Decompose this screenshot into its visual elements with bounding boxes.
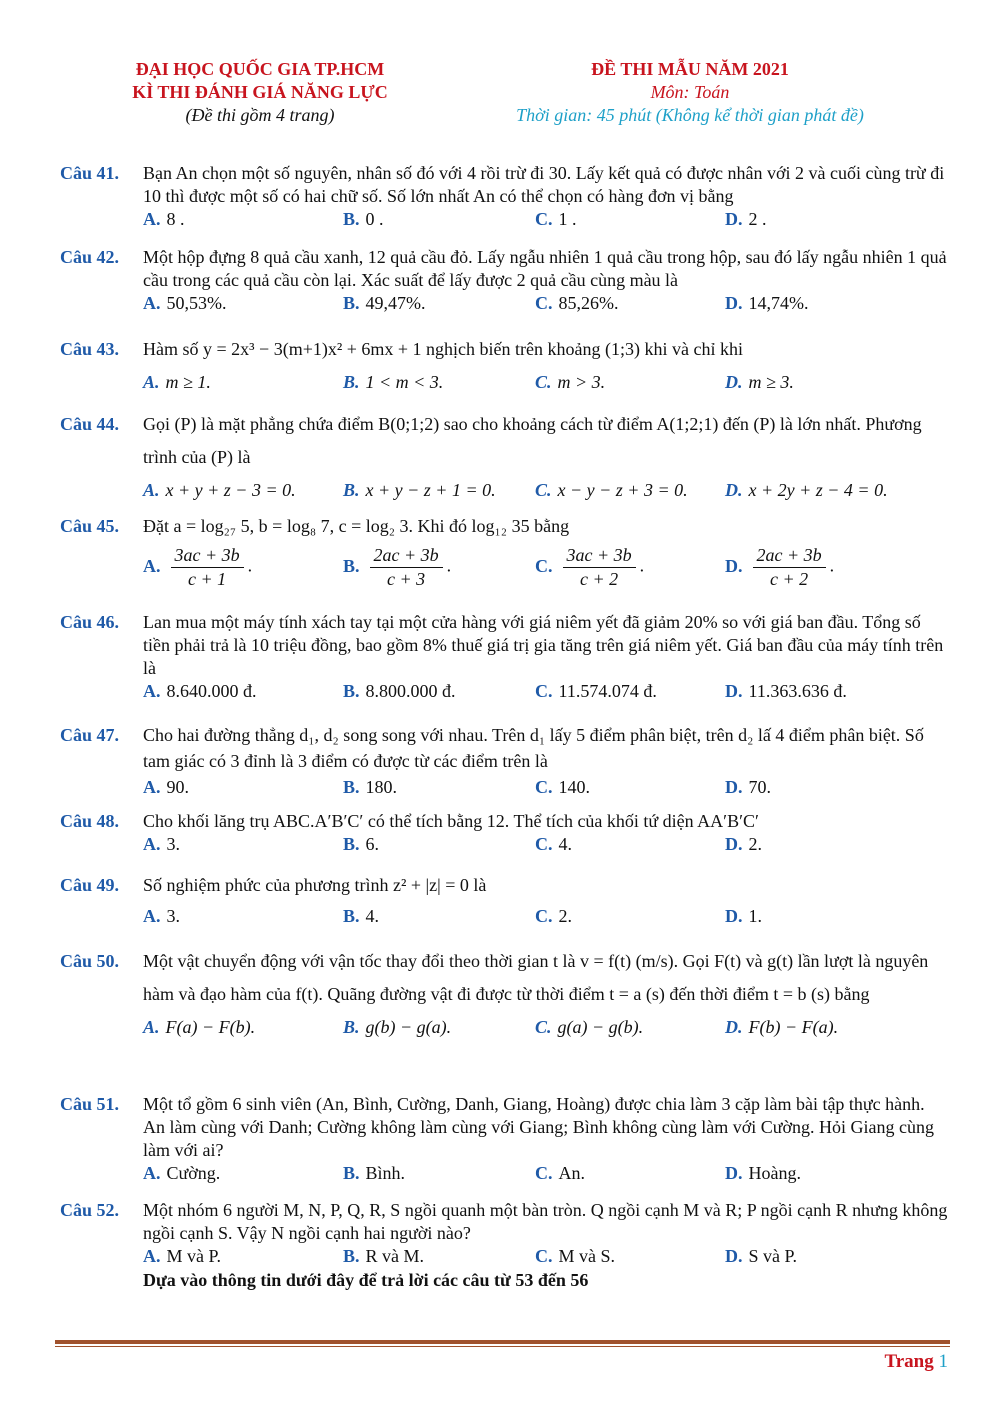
option-a[interactable]: A. m ≥ 1. xyxy=(143,372,211,392)
option-a[interactable]: A. 90. xyxy=(143,777,189,797)
question-number: Câu 51. xyxy=(60,1094,120,1114)
question-number: Câu 41. xyxy=(60,163,120,183)
option-c[interactable]: C. 140. xyxy=(535,777,590,797)
option-b[interactable]: B. x + y − z + 1 = 0. xyxy=(343,480,496,500)
exam-title: ĐỀ THI MẪU NĂM 2021 xyxy=(591,59,789,79)
option-d[interactable]: D. x + 2y + z − 4 = 0. xyxy=(725,480,888,500)
option-a[interactable]: A. Cường. xyxy=(143,1163,221,1183)
option-c[interactable]: C. 2. xyxy=(535,906,572,926)
exam-name: KÌ THI ĐÁNH GIÁ NĂNG LỰC xyxy=(132,82,388,102)
question-text: Một tổ gồm 6 sinh viên (An, Bình, Cường, Danh, Giang, Hoàng) được chia làm 3 cặp làm bài tập thực hành. An làm cùng với Danh; Cường không làm cùng với Giang; Bình không cùng làm với Cường. Hỏi Giang cùng làm với ai? xyxy=(143,1094,935,1160)
option-b[interactable]: B. 1 < m < 3. xyxy=(343,372,444,392)
question-number: Câu 50. xyxy=(60,951,120,971)
option-d[interactable]: D. S và P. xyxy=(725,1246,798,1266)
option-a[interactable]: A. 8 . xyxy=(143,209,185,229)
option-b[interactable]: B. Bình. xyxy=(343,1163,406,1183)
option-c[interactable]: C. 4. xyxy=(535,834,572,854)
option-c[interactable]: C. g(a) − g(b). xyxy=(535,1017,644,1037)
question-text: Một vật chuyển động với vận tốc thay đổi theo thời gian t là v = f(t) (m/s). Gọi F(t) và g(t) lần lượt là nguyên hàm và đạo hàm của f(t). Quãng đường vật đi được từ thời điểm t = a (s) đến thời điểm t = b (s) bằng xyxy=(143,951,929,1004)
option-d[interactable]: D. 1. xyxy=(725,906,762,926)
option-b[interactable]: B. 6. xyxy=(343,834,380,854)
question-50 xyxy=(60,945,950,1045)
option-d[interactable]: D. 2 . xyxy=(725,209,767,229)
page-count-note: (Đề thi gồm 4 trang) xyxy=(185,105,335,125)
question-number: Câu 49. xyxy=(60,875,120,895)
question-number: Câu 48. xyxy=(60,811,120,831)
option-a[interactable]: A. 3. xyxy=(143,834,180,854)
question-44 xyxy=(60,408,950,508)
question-text: Số nghiệm phức của phương trình z² + |z| = 0 là xyxy=(143,875,487,895)
options xyxy=(143,208,950,234)
question-41 xyxy=(60,162,950,234)
page-footer xyxy=(884,1351,948,1373)
option-d[interactable]: D. 70. xyxy=(725,777,771,797)
page-label: Trang xyxy=(884,1351,934,1372)
question-number: Câu 46. xyxy=(60,612,120,632)
option-b[interactable]: B. $\frac{2ac + 3b}{c + 3}$ . xyxy=(343,545,452,589)
question-43 xyxy=(60,338,950,397)
question-47 xyxy=(60,722,950,800)
question-text: Cho hai đường thẳng d₁, d₂ song song với nhau. Trên d₁ lấy 5 điểm phân biệt, trên d₂ lấ 4 điểm phân biệt. Số tam giác có 3 đỉnh là 3 điểm có được từ các điểm trên là xyxy=(143,725,924,771)
question-48 xyxy=(60,810,950,859)
options xyxy=(143,680,950,706)
page-number: 1 xyxy=(938,1351,948,1372)
header-right xyxy=(480,58,900,127)
option-b[interactable]: B. R và M. xyxy=(343,1246,425,1266)
time-limit: Thời gian: 45 phút (Không kể thời gian phát đề) xyxy=(516,105,864,125)
question-42 xyxy=(60,246,950,318)
option-d[interactable]: D. m ≥ 3. xyxy=(725,372,794,392)
option-a[interactable]: A. $\frac{3ac + 3b}{c + 1}$ . xyxy=(143,545,253,589)
option-b[interactable]: B. 8.800.000 đ. xyxy=(343,681,456,701)
option-d[interactable]: D. F(b) − F(a). xyxy=(725,1017,839,1037)
question-text: Đặt a = log₂₇ 5, b = log₈ 7, c = log₂ 3. Khi đó log₁₂ 35 bằng xyxy=(143,516,570,536)
option-c[interactable]: C. 85,26%. xyxy=(535,293,619,313)
question-45 xyxy=(60,515,950,594)
footer-divider xyxy=(55,1340,950,1344)
option-a[interactable]: A. 8.640.000 đ. xyxy=(143,681,257,701)
option-a[interactable]: A. x + y + z − 3 = 0. xyxy=(143,480,296,500)
options xyxy=(143,292,950,318)
option-c[interactable]: C. m > 3. xyxy=(535,372,606,392)
option-a[interactable]: A. 3. xyxy=(143,906,180,926)
option-b[interactable]: B. 180. xyxy=(343,777,398,797)
instruction-note: Dựa vào thông tin dưới đây để trả lời các câu từ 53 đến 56 xyxy=(143,1270,589,1290)
question-text: Bạn An chọn một số nguyên, nhân số đó với 4 rồi trừ đi 30. Lấy kết quả có được nhân với 2 và cuối cùng trừ đi 10 thì được một số có hai chữ số. Số lớn nhất An có thể chọn có hàng đơn vị bằng xyxy=(143,163,945,206)
question-number: Câu 44. xyxy=(60,414,120,434)
option-d[interactable]: D. 14,74%. xyxy=(725,293,809,313)
options xyxy=(143,474,950,508)
question-49 xyxy=(60,874,950,931)
option-b[interactable]: B. 4. xyxy=(343,906,380,926)
options xyxy=(143,1162,950,1188)
options xyxy=(143,1011,950,1045)
option-b[interactable]: B. 49,47%. xyxy=(343,293,426,313)
option-c[interactable]: C. M và S. xyxy=(535,1246,616,1266)
question-number: Câu 43. xyxy=(60,339,120,359)
option-d[interactable]: D. 11.363.636 đ. xyxy=(725,681,847,701)
subject: Môn: Toán xyxy=(650,82,730,102)
university-name: ĐẠI HỌC QUỐC GIA TP.HCM xyxy=(135,59,385,79)
question-number: Câu 47. xyxy=(60,725,120,745)
option-c[interactable]: C. x − y − z + 3 = 0. xyxy=(535,480,688,500)
option-b[interactable]: B. 0 . xyxy=(343,209,384,229)
option-c[interactable]: C. An. xyxy=(535,1163,585,1183)
question-text: Gọi (P) là mặt phẳng chứa điểm B(0;1;2) sao cho khoảng cách từ điểm A(1;2;1) đến (P) là lớn nhất. Phương trình của (P) là xyxy=(143,414,922,467)
options xyxy=(143,833,950,859)
options xyxy=(143,774,950,800)
footer-divider-thin xyxy=(55,1346,950,1347)
question-number: Câu 42. xyxy=(60,247,120,267)
question-number: Câu 45. xyxy=(60,516,120,536)
options xyxy=(143,905,950,931)
header-left xyxy=(110,58,410,127)
question-46 xyxy=(60,611,950,706)
option-a[interactable]: A. M và P. xyxy=(143,1246,222,1266)
option-d[interactable]: D. $\frac{2ac + 3b}{c + 2}$ . xyxy=(725,545,835,589)
question-text: Lan mua một máy tính xách tay tại một cửa hàng với giá niêm yết đã giảm 20% so với giá ban đầu. Tổng số tiền phải trả là 10 triệu đồng, bao gồm 8% thuế giá trị gia tăng trên giá niêm yết. Giá ban đầu của máy tính trên là xyxy=(143,612,944,678)
option-b[interactable]: B. g(b) − g(a). xyxy=(343,1017,452,1037)
option-c[interactable]: C. 1 . xyxy=(535,209,577,229)
options xyxy=(143,544,950,594)
question-text: Một nhóm 6 người M, N, P, Q, R, S ngồi quanh một bàn tròn. Q ngồi cạnh M và R; P ngồi cạnh R nhưng không ngồi cạnh S. Vậy N ngồi cạnh hai người nào? xyxy=(143,1200,948,1243)
option-a[interactable]: A. 50,53%. xyxy=(143,293,227,313)
question-number: Câu 52. xyxy=(60,1200,120,1220)
question-text: Hàm số y = 2x³ − 3(m+1)x² + 6mx + 1 nghịch biến trên khoảng (1;3) khi và chỉ khi xyxy=(143,339,743,359)
question-text: Một hộp đựng 8 quả cầu xanh, 12 quả cầu đỏ. Lấy ngẫu nhiên 1 quả cầu trong hộp, sau đó lấy ngẫu nhiên 1 quả cầu trong các quả cầu còn lại. Xác suất để lấy được 2 quả cầu cùng màu là xyxy=(143,247,947,290)
question-52 xyxy=(60,1199,950,1271)
option-c[interactable]: C. 11.574.074 đ. xyxy=(535,681,657,701)
option-a[interactable]: A. F(a) − F(b). xyxy=(143,1017,256,1037)
options xyxy=(143,371,950,397)
options xyxy=(143,1245,950,1271)
option-d[interactable]: D. Hoàng. xyxy=(725,1163,801,1183)
option-d[interactable]: D. 2. xyxy=(725,834,762,854)
question-text: Cho khối lăng trụ ABC.A′B′C′ có thể tích bằng 12. Thể tích của khối tứ diện AA′B′C′ xyxy=(143,811,759,831)
option-c[interactable]: C. $\frac{3ac + 3b}{c + 2}$ . xyxy=(535,545,645,589)
question-51 xyxy=(60,1093,950,1188)
